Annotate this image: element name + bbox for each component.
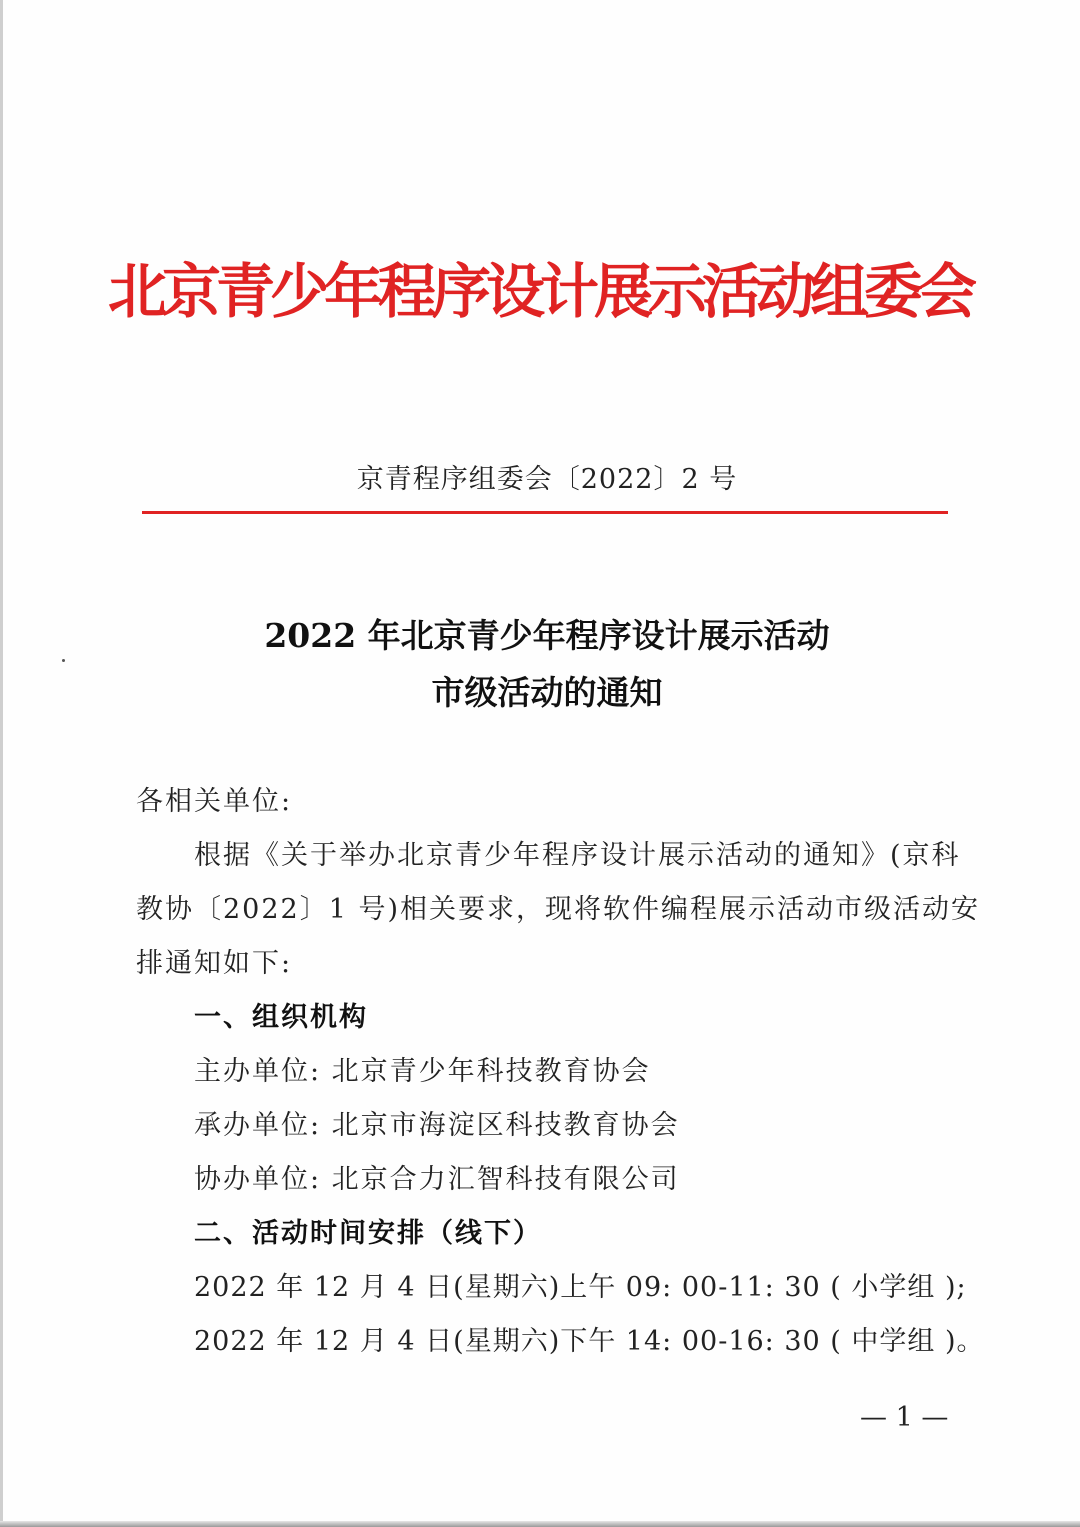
schedule-primary-group: 2022 年 12 月 4 日(星期六)上午 09: 00-11: 30 ( 小学组 );	[194, 1272, 967, 1303]
page-number: — 1 —	[860, 1402, 949, 1433]
schedule-middle-group: 2022 年 12 月 4 日(星期六)下午 14: 00-16: 30 ( 中学组 )。	[194, 1326, 985, 1357]
page-bottom-edge	[0, 1521, 1080, 1527]
intro-line-2: 教协〔2022〕1 号)相关要求，现将软件编程展示活动市级活动安	[136, 894, 981, 925]
title-line-2: 市级活动的通知	[431, 673, 663, 712]
co-organizer-line: 协办单位: 北京合力汇智科技有限公司	[194, 1164, 680, 1195]
section-heading-schedule: 二、活动时间安排（线下）	[194, 1218, 542, 1249]
document-title	[0, 607, 1080, 721]
intro-line-1: 根据《关于举办北京青少年程序设计展示活动的通知》(京科	[194, 840, 961, 871]
page-left-edge	[0, 0, 3, 1527]
organizer-line: 主办单位: 北京青少年科技教育协会	[194, 1056, 651, 1087]
intro-line-3: 排通知如下:	[136, 948, 293, 979]
salutation: 各相关单位:	[136, 786, 293, 817]
organization-header: 北京青少年程序设计展示活动组委会	[107, 257, 972, 326]
title-line-1: 2022 年北京青少年程序设计展示活动	[264, 616, 830, 655]
red-divider	[142, 511, 948, 514]
document-number: 京青程序组委会〔2022〕2 号	[356, 464, 738, 495]
undertaker-line: 承办单位: 北京市海淀区科技教育协会	[194, 1110, 680, 1141]
section-heading-organization: 一、组织机构	[194, 1002, 368, 1033]
